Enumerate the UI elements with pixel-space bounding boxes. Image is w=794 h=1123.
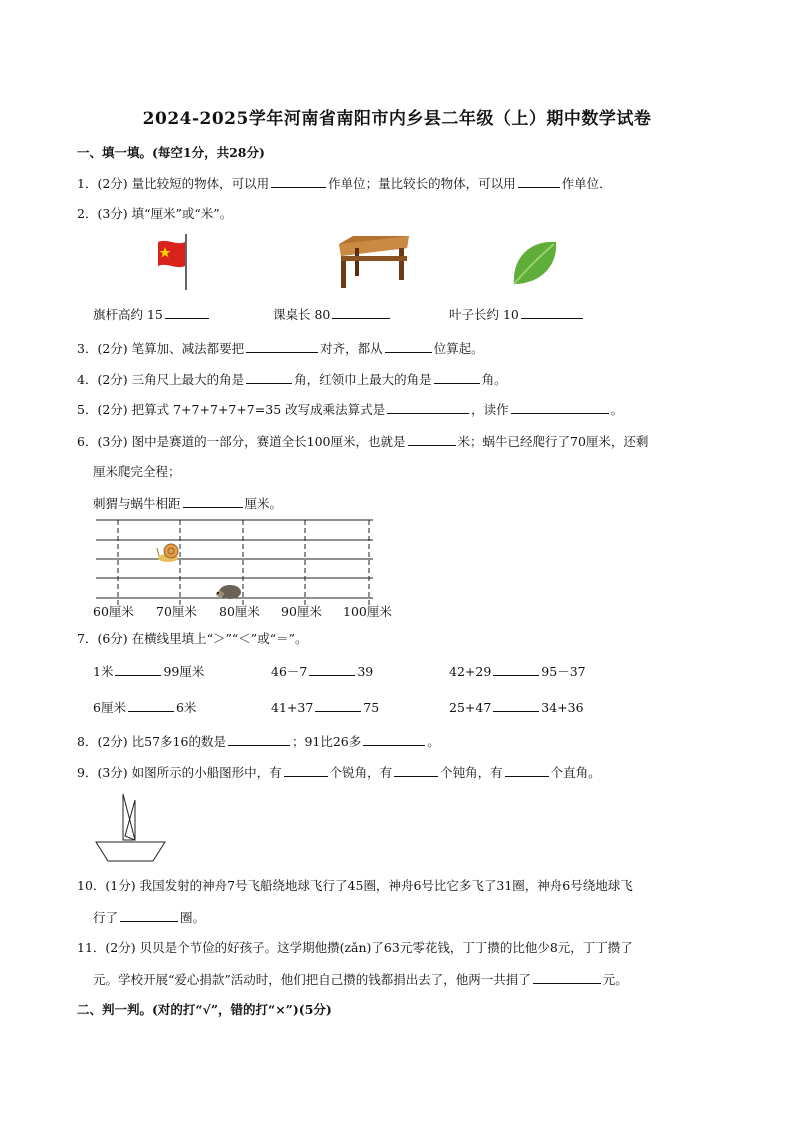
q7-item-1 [93, 662, 204, 681]
q8-blank-2[interactable] [363, 732, 425, 746]
q3-text-a: 3．(2分) 笔算加、减法都要把 [77, 341, 245, 356]
q11-line-2 [93, 970, 628, 989]
q7-right-3: 95－37 [541, 664, 586, 679]
q7-blank-5[interactable] [315, 698, 361, 712]
question-1 [77, 174, 612, 193]
q11-text-c: 元。 [602, 972, 628, 987]
q6-text-e: 厘米。 [244, 496, 283, 511]
q2-flag-item [93, 305, 211, 324]
boat-figure [93, 790, 171, 866]
q8-blank-1[interactable] [228, 732, 290, 746]
q7-blank-1[interactable] [115, 662, 161, 676]
q9-blank-2[interactable] [394, 763, 438, 777]
question-9 [77, 763, 601, 782]
q7-left-3: 42+29 [449, 664, 492, 679]
q2-blank-leaf[interactable] [521, 305, 583, 319]
q3-text-b: 对齐，都从 [320, 341, 383, 356]
q7-right-2: 39 [357, 664, 374, 679]
q1-text-c: 作单位． [561, 176, 612, 191]
question-8 [77, 732, 440, 751]
q6-text-d: 刺猬与蜗牛相距 [93, 496, 181, 511]
question-11: 11．(2分) 贝贝是个节俭的好孩子。这学期他攒(zǎn)了63元零花钱，丁丁攒的比他少8元，丁丁攒了 [77, 940, 633, 955]
hedgehog-icon [216, 585, 241, 599]
q1-text-a: 1．(2分) 量比较短的物体，可以用 [77, 176, 270, 191]
q5-blank-1[interactable] [387, 400, 469, 414]
q6-line-3 [93, 494, 282, 513]
q2-leaf-label: 叶子长约 10 [449, 307, 519, 322]
q7-right-4: 6米 [175, 700, 197, 715]
q1-blank-2[interactable] [518, 174, 560, 188]
q1-blank-1[interactable] [271, 174, 326, 188]
q5-text-c: 。 [610, 402, 624, 417]
q6-text-a: 6．(3分) 图中是赛道的一部分，赛道全长100厘米，也就是 [77, 434, 406, 449]
q8-text-c: 。 [427, 734, 440, 749]
desk-icon [333, 234, 413, 290]
q6-line-2: 厘米爬完全程； [93, 464, 181, 479]
q4-text-a: 4．(2分) 三角尺上最大的角是 [77, 372, 245, 387]
q2-desk-label: 课桌长 80 [273, 307, 331, 322]
q5-blank-2[interactable] [511, 400, 609, 414]
q2-blank-desk[interactable] [332, 305, 390, 319]
q3-blank-2[interactable] [385, 339, 432, 353]
q4-blank-2[interactable] [434, 370, 480, 384]
q7-item-5 [271, 698, 379, 717]
q7-right-5: 75 [363, 700, 380, 715]
q6-blank-1[interactable] [408, 432, 456, 446]
q2-flag-label: 旗杆高约 15 [93, 307, 163, 322]
q2-blank-flag[interactable] [165, 305, 209, 319]
q5-text-a: 5．(2分) 把算式 7+7+7+7+7=35 改写成乘法算式是 [77, 402, 386, 417]
mark-80: 80厘米 [219, 604, 260, 619]
q7-right-6: 34+36 [541, 700, 584, 715]
q9-blank-3[interactable] [505, 763, 549, 777]
q7-item-4 [93, 698, 196, 717]
q9-text-c: 个钝角，有 [440, 765, 503, 780]
leaf-icon [510, 238, 560, 286]
race-track-diagram [93, 515, 383, 615]
question-5 [77, 400, 623, 419]
q1-text-b: 作单位；量比较长的物体，可以用 [328, 176, 516, 191]
mark-90: 90厘米 [281, 604, 322, 619]
q7-item-6 [449, 698, 584, 717]
q4-text-b: 角，红领巾上最大的角是 [294, 372, 432, 387]
question-6 [77, 432, 648, 451]
page-title: 2024-2025学年河南省南阳市内乡县二年级（上）期中数学试卷 [142, 109, 652, 129]
q2-desk-item [273, 305, 392, 324]
q6-blank-3[interactable] [183, 494, 243, 508]
q11-blank-1[interactable] [533, 970, 601, 984]
q7-left-1: 1米 [93, 664, 114, 679]
mark-100: 100厘米 [343, 604, 392, 619]
q11-text-b: 元。学校开展“爱心捐款”活动时，他们把自己攒的钱都捐出去了，他两一共捐了 [93, 972, 531, 987]
q7-blank-3[interactable] [493, 662, 539, 676]
q2-leaf-item [449, 305, 585, 324]
q8-text-a: 8．(2分) 比57多16的数是 [77, 734, 226, 749]
q3-text-c: 位算起。 [433, 341, 484, 356]
snail-icon [157, 544, 178, 562]
mark-70: 70厘米 [156, 604, 197, 619]
q3-blank-1[interactable] [246, 339, 318, 353]
q4-text-c: 角。 [481, 372, 507, 387]
q7-blank-2[interactable] [309, 662, 355, 676]
q7-left-6: 25+47 [449, 700, 492, 715]
q4-blank-1[interactable] [246, 370, 292, 384]
q10-blank-1[interactable] [120, 908, 178, 922]
q9-text-a: 9．(3分) 如图所示的小船图形中，有 [77, 765, 282, 780]
q7-blank-6[interactable] [493, 698, 539, 712]
question-2: 2．(3分) 填“厘米”或“米”。 [77, 206, 233, 221]
q9-text-d: 个直角。 [550, 765, 601, 780]
question-10: 10．(1分) 我国发射的神舟7号飞船绕地球飞行了45圈，神舟6号比它多飞了31圈，神舟6号绕地球飞 [77, 878, 633, 893]
section-2-heading: 二、判一判。(对的打“√”，错的打“×”)(5分) [77, 1002, 332, 1017]
q10-line-2 [93, 908, 205, 927]
question-7: 7．(6分) 在横线里填上“＞”“＜”或“＝”。 [77, 631, 308, 646]
q6-text-b: 米；蜗牛已经爬行了70厘米，还剩 [457, 434, 649, 449]
q7-left-5: 41+37 [271, 700, 314, 715]
flag-icon [150, 232, 195, 294]
q7-left-2: 46－7 [271, 664, 308, 679]
q7-right-1: 99厘米 [163, 664, 205, 679]
section-1-heading: 一、填一填。(每空1分，共28分) [77, 145, 265, 160]
question-3 [77, 339, 484, 358]
q7-left-4: 6厘米 [93, 700, 126, 715]
q9-blank-1[interactable] [284, 763, 328, 777]
q9-text-b: 个锐角，有 [329, 765, 393, 780]
q7-item-3 [449, 662, 586, 681]
q7-blank-4[interactable] [128, 698, 174, 712]
q8-text-b: ；91比26多 [291, 734, 362, 749]
q7-item-2 [271, 662, 373, 681]
question-4 [77, 370, 507, 389]
q10-text-c: 圈。 [180, 910, 206, 925]
mark-60: 60厘米 [93, 604, 134, 619]
q5-text-b: ，读作 [471, 402, 509, 417]
q10-text-b: 行了 [93, 910, 119, 925]
